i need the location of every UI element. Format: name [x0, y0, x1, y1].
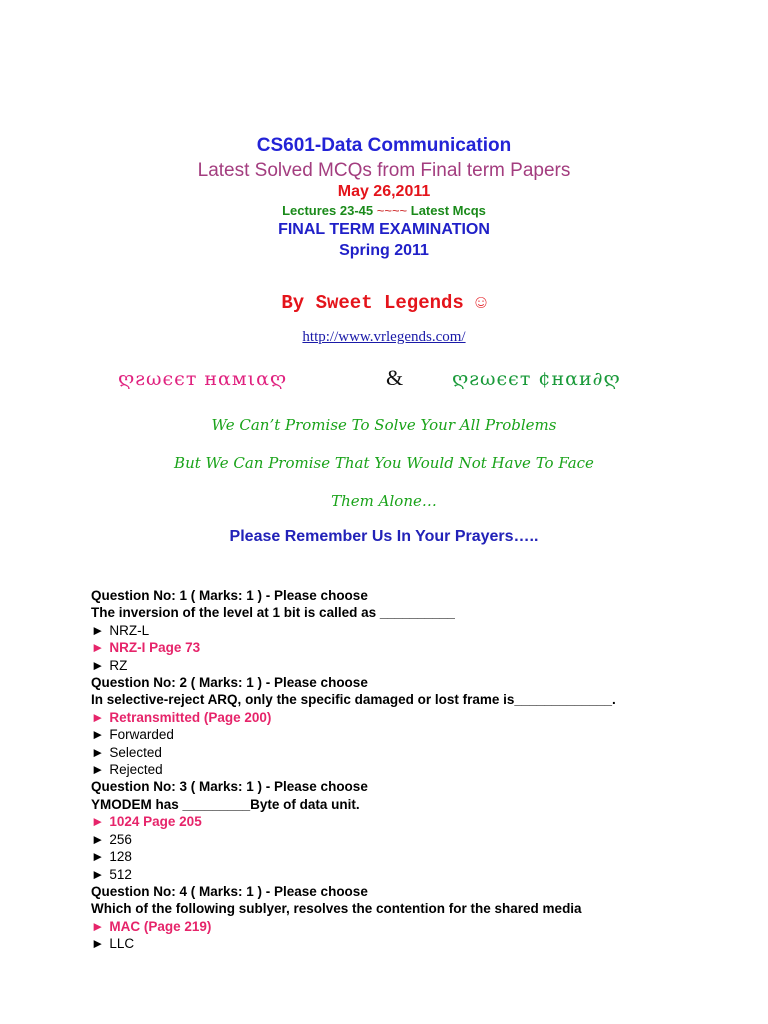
lectures-range: Lectures 23-45: [282, 203, 374, 218]
option-label: Retransmitted (Page 200): [109, 709, 272, 725]
arrow-icon: ►: [91, 831, 105, 847]
document-title: CS601-Data Communication: [256, 135, 512, 156]
promise-line-1: We Can’t Promise To Solve Your All Problems: [211, 416, 557, 434]
option-label: Forwarded: [109, 727, 174, 743]
arrow-icon: ►: [91, 866, 105, 882]
option-label: 1024 Page 205: [109, 814, 202, 830]
question-block: [91, 778, 711, 882]
option-label: MAC (Page 219): [109, 918, 212, 934]
question-text: The inversion of the level at 1 bit is called as __________: [91, 605, 455, 621]
question-header: Question No: 2 ( Marks: 1 ) - Please choose: [91, 675, 368, 691]
option-label: Selected: [109, 744, 162, 760]
author-name-left: ღƨωєєт нαмιαღ: [118, 368, 288, 390]
option-label: NRZ-I Page 73: [109, 640, 201, 656]
option-label: 128: [109, 849, 132, 865]
question-header: Question No: 4 ( Marks: 1 ) - Please choose: [91, 883, 368, 899]
prayer-note: Please Remember Us In Your Prayers…..: [229, 528, 539, 545]
document-subtitle: Latest Solved MCQs from Final term Papers: [197, 160, 571, 181]
promise-line-2: But We Can Promise That You Would Not Have To Face: [174, 454, 594, 472]
option-correct: [91, 918, 711, 935]
arrow-icon: ►: [91, 849, 105, 865]
option-label: 512: [109, 866, 132, 882]
option: [91, 761, 711, 778]
ampersand: &: [386, 365, 405, 390]
option: [91, 866, 711, 883]
option: [91, 657, 711, 674]
question-block: [91, 587, 711, 674]
option-correct: [91, 813, 711, 830]
question-header: Question No: 1 ( Marks: 1 ) - Please choose: [91, 588, 368, 603]
question-block: [91, 674, 711, 778]
arrow-icon: ►: [91, 709, 105, 725]
exam-title: FINAL TERM EXAMINATION: [278, 221, 490, 238]
option-label: 256: [109, 831, 132, 847]
question-text: YMODEM has _________Byte of data unit.: [91, 796, 360, 812]
arrow-icon: ►: [91, 936, 105, 952]
promise-line-3: Them Alone…: [331, 492, 437, 510]
tilde-separator: ~~~~: [376, 203, 408, 218]
exam-term: Spring 2011: [339, 242, 429, 259]
question-block: [91, 883, 711, 953]
question-list: [91, 587, 711, 953]
arrow-icon: ►: [91, 744, 105, 760]
option: [91, 848, 711, 865]
arrow-icon: ►: [91, 727, 105, 743]
option-correct: [91, 639, 711, 656]
lectures-line: [0, 203, 768, 218]
arrow-icon: ►: [91, 814, 105, 830]
option-label: RZ: [109, 657, 128, 673]
arrow-icon: ►: [91, 640, 105, 656]
option: [91, 726, 711, 743]
document-date: May 26,2011: [337, 183, 431, 200]
option: [91, 744, 711, 761]
option-label: NRZ-L: [109, 622, 150, 638]
website-link[interactable]: http://www.vrlegends.com/: [302, 329, 466, 345]
option: [91, 831, 711, 848]
arrow-icon: ►: [91, 918, 105, 934]
author-name-right: ღƨωєєт ¢нαи∂ღ: [452, 368, 621, 390]
option: [91, 935, 711, 952]
question-header: Question No: 3 ( Marks: 1 ) - Please choose: [91, 779, 368, 795]
arrow-icon: ►: [91, 657, 105, 673]
question-text: Which of the following sublyer, resolves the contention for the shared media: [91, 901, 582, 917]
question-text: In selective-reject ARQ, only the specific damaged or lost frame is_____________.: [91, 692, 616, 708]
option-correct: [91, 709, 711, 726]
arrow-icon: ►: [91, 762, 105, 778]
arrow-icon: ►: [91, 622, 105, 638]
option-label: LLC: [109, 936, 135, 952]
option-label: Rejected: [109, 762, 163, 778]
latest-mcqs-label: Latest Mcqs: [410, 203, 486, 218]
byline: By Sweet Legends ☺: [281, 292, 487, 314]
website-link-wrapper: [0, 329, 768, 346]
option: [91, 622, 711, 639]
